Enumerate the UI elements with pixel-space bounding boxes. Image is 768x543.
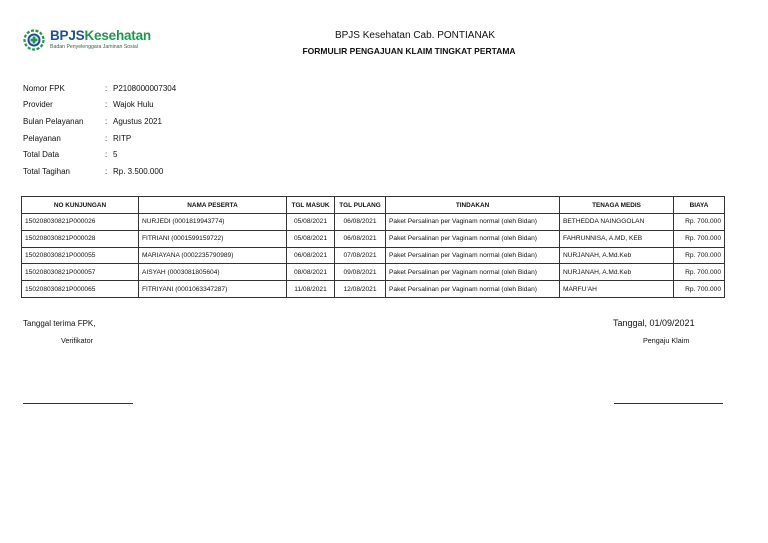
cell-no-kunjungan: 150208030821P000028 <box>22 230 139 247</box>
info-value: Agustus 2021 <box>113 116 162 126</box>
table-header-row <box>22 197 725 214</box>
info-label: Nomor FPK <box>23 83 65 93</box>
logo-wordmark-bpjs: BPJS <box>50 28 85 43</box>
applicant-signature-line <box>614 403 723 404</box>
cell-no-kunjungan: 150208030821P000057 <box>22 264 139 281</box>
cell-tgl-masuk: 05/08/2021 <box>287 230 335 247</box>
info-row-pelayanan <box>23 130 176 147</box>
info-separator: : <box>105 133 108 143</box>
info-value: P2108000007304 <box>113 83 177 93</box>
cell-biaya: Rp. 700.000 <box>674 230 725 247</box>
info-value: Rp. 3.500.000 <box>113 166 164 176</box>
col-header-tgl-pulang: TGL PULANG <box>335 197 386 214</box>
info-separator: : <box>105 100 108 110</box>
cell-tindakan: Paket Persalinan per Vaginam normal (oleh Bidan) <box>386 281 560 298</box>
cell-biaya: Rp. 700.000 <box>674 214 725 231</box>
logo-tagline: Badan Penyelenggara Jaminan Sosial <box>50 44 138 50</box>
col-header-tenaga-medis: TENAGA MEDIS <box>560 197 674 214</box>
info-value: RITP <box>113 133 132 143</box>
cell-tenaga-medis: MARFU'AH <box>560 281 674 298</box>
cell-tgl-masuk: 11/08/2021 <box>287 281 335 298</box>
col-header-tindakan: TINDAKAN <box>386 197 560 214</box>
table-row <box>22 281 725 298</box>
info-value: Wajok Hulu <box>113 100 154 110</box>
cell-nama-peserta: AISYAH (0003081805604) <box>139 264 287 281</box>
office-name: BPJS Kesehatan Cab. PONTIANAK <box>334 30 496 41</box>
info-row-total-tagihan <box>23 163 176 180</box>
cell-tenaga-medis: NURJANAH, A.Md.Keb <box>560 264 674 281</box>
info-row-bulan-pelayanan <box>23 113 176 130</box>
cell-tgl-pulang: 09/08/2021 <box>335 264 386 281</box>
info-row-nomor-fpk <box>23 80 176 97</box>
cell-tgl-pulang: 07/08/2021 <box>335 247 386 264</box>
cell-nama-peserta: FITRIYANI (0001063347287) <box>139 281 287 298</box>
received-date-label: Tanggal terima FPK, <box>23 319 96 328</box>
col-header-biaya: BIAYA <box>674 197 725 214</box>
claim-info <box>23 80 176 180</box>
applicant-label: Pengaju Klaim <box>643 336 690 345</box>
cell-biaya: Rp. 700.000 <box>674 247 725 264</box>
col-header-tgl-masuk: TGL MASUK <box>287 197 335 214</box>
verifier-signature-line <box>23 403 133 404</box>
cell-nama-peserta: FITRIANI (0001599159722) <box>139 230 287 247</box>
info-separator: : <box>105 150 108 160</box>
cell-tgl-masuk: 06/08/2021 <box>287 247 335 264</box>
cell-tenaga-medis: FAHRUNNISA, A.MD, KEB <box>560 230 674 247</box>
cell-tindakan: Paket Persalinan per Vaginam normal (oleh Bidan) <box>386 247 560 264</box>
cell-tindakan: Paket Persalinan per Vaginam normal (oleh Bidan) <box>386 230 560 247</box>
table-row <box>22 230 725 247</box>
info-separator: : <box>105 166 108 176</box>
cell-nama-peserta: MARIAYANA (0002235790989) <box>139 247 287 264</box>
cell-no-kunjungan: 150208030821P000055 <box>22 247 139 264</box>
cell-tgl-masuk: 05/08/2021 <box>287 214 335 231</box>
col-header-no-kunjungan: NO KUNJUNGAN <box>22 197 139 214</box>
cell-tgl-masuk: 08/08/2021 <box>287 264 335 281</box>
info-label: Pelayanan <box>23 133 61 143</box>
cell-tgl-pulang: 06/08/2021 <box>335 230 386 247</box>
info-row-total-data <box>23 146 176 163</box>
info-value: 5 <box>113 150 118 160</box>
claims-table <box>21 196 725 298</box>
submission-date: Tanggal, 01/09/2021 <box>613 318 695 328</box>
info-separator: : <box>105 116 108 126</box>
cell-tindakan: Paket Persalinan per Vaginam normal (oleh Bidan) <box>386 264 560 281</box>
info-row-provider <box>23 97 176 114</box>
cell-no-kunjungan: 150208030821P000026 <box>22 214 139 231</box>
cell-tenaga-medis: BETHEDDA NAINGGOLAN <box>560 214 674 231</box>
cell-tgl-pulang: 06/08/2021 <box>335 214 386 231</box>
info-label: Bulan Pelayanan <box>23 116 84 126</box>
info-label: Provider <box>23 100 53 110</box>
logo-wordmark-kesehatan: Kesehatan <box>84 28 151 43</box>
form-title: FORMULIR PENGAJUAN KLAIM TINGKAT PERTAMA <box>302 46 516 56</box>
verifier-label: Verifikator <box>61 336 93 345</box>
cell-biaya: Rp. 700.000 <box>674 264 725 281</box>
table-row <box>22 214 725 231</box>
table-row <box>22 264 725 281</box>
info-separator: : <box>105 83 108 93</box>
cell-nama-peserta: NURJEDI (0001819943774) <box>139 214 287 231</box>
col-header-nama-peserta: NAMA PESERTA <box>139 197 287 214</box>
cell-tindakan: Paket Persalinan per Vaginam normal (oleh Bidan) <box>386 214 560 231</box>
cell-tgl-pulang: 12/08/2021 <box>335 281 386 298</box>
cell-no-kunjungan: 150208030821P000065 <box>22 281 139 298</box>
info-label: Total Tagihan <box>23 166 70 176</box>
cell-tenaga-medis: NURJANAH, A.Md.Keb <box>560 247 674 264</box>
table-row <box>22 247 725 264</box>
cell-biaya: Rp. 700.000 <box>674 281 725 298</box>
info-label: Total Data <box>23 150 60 160</box>
